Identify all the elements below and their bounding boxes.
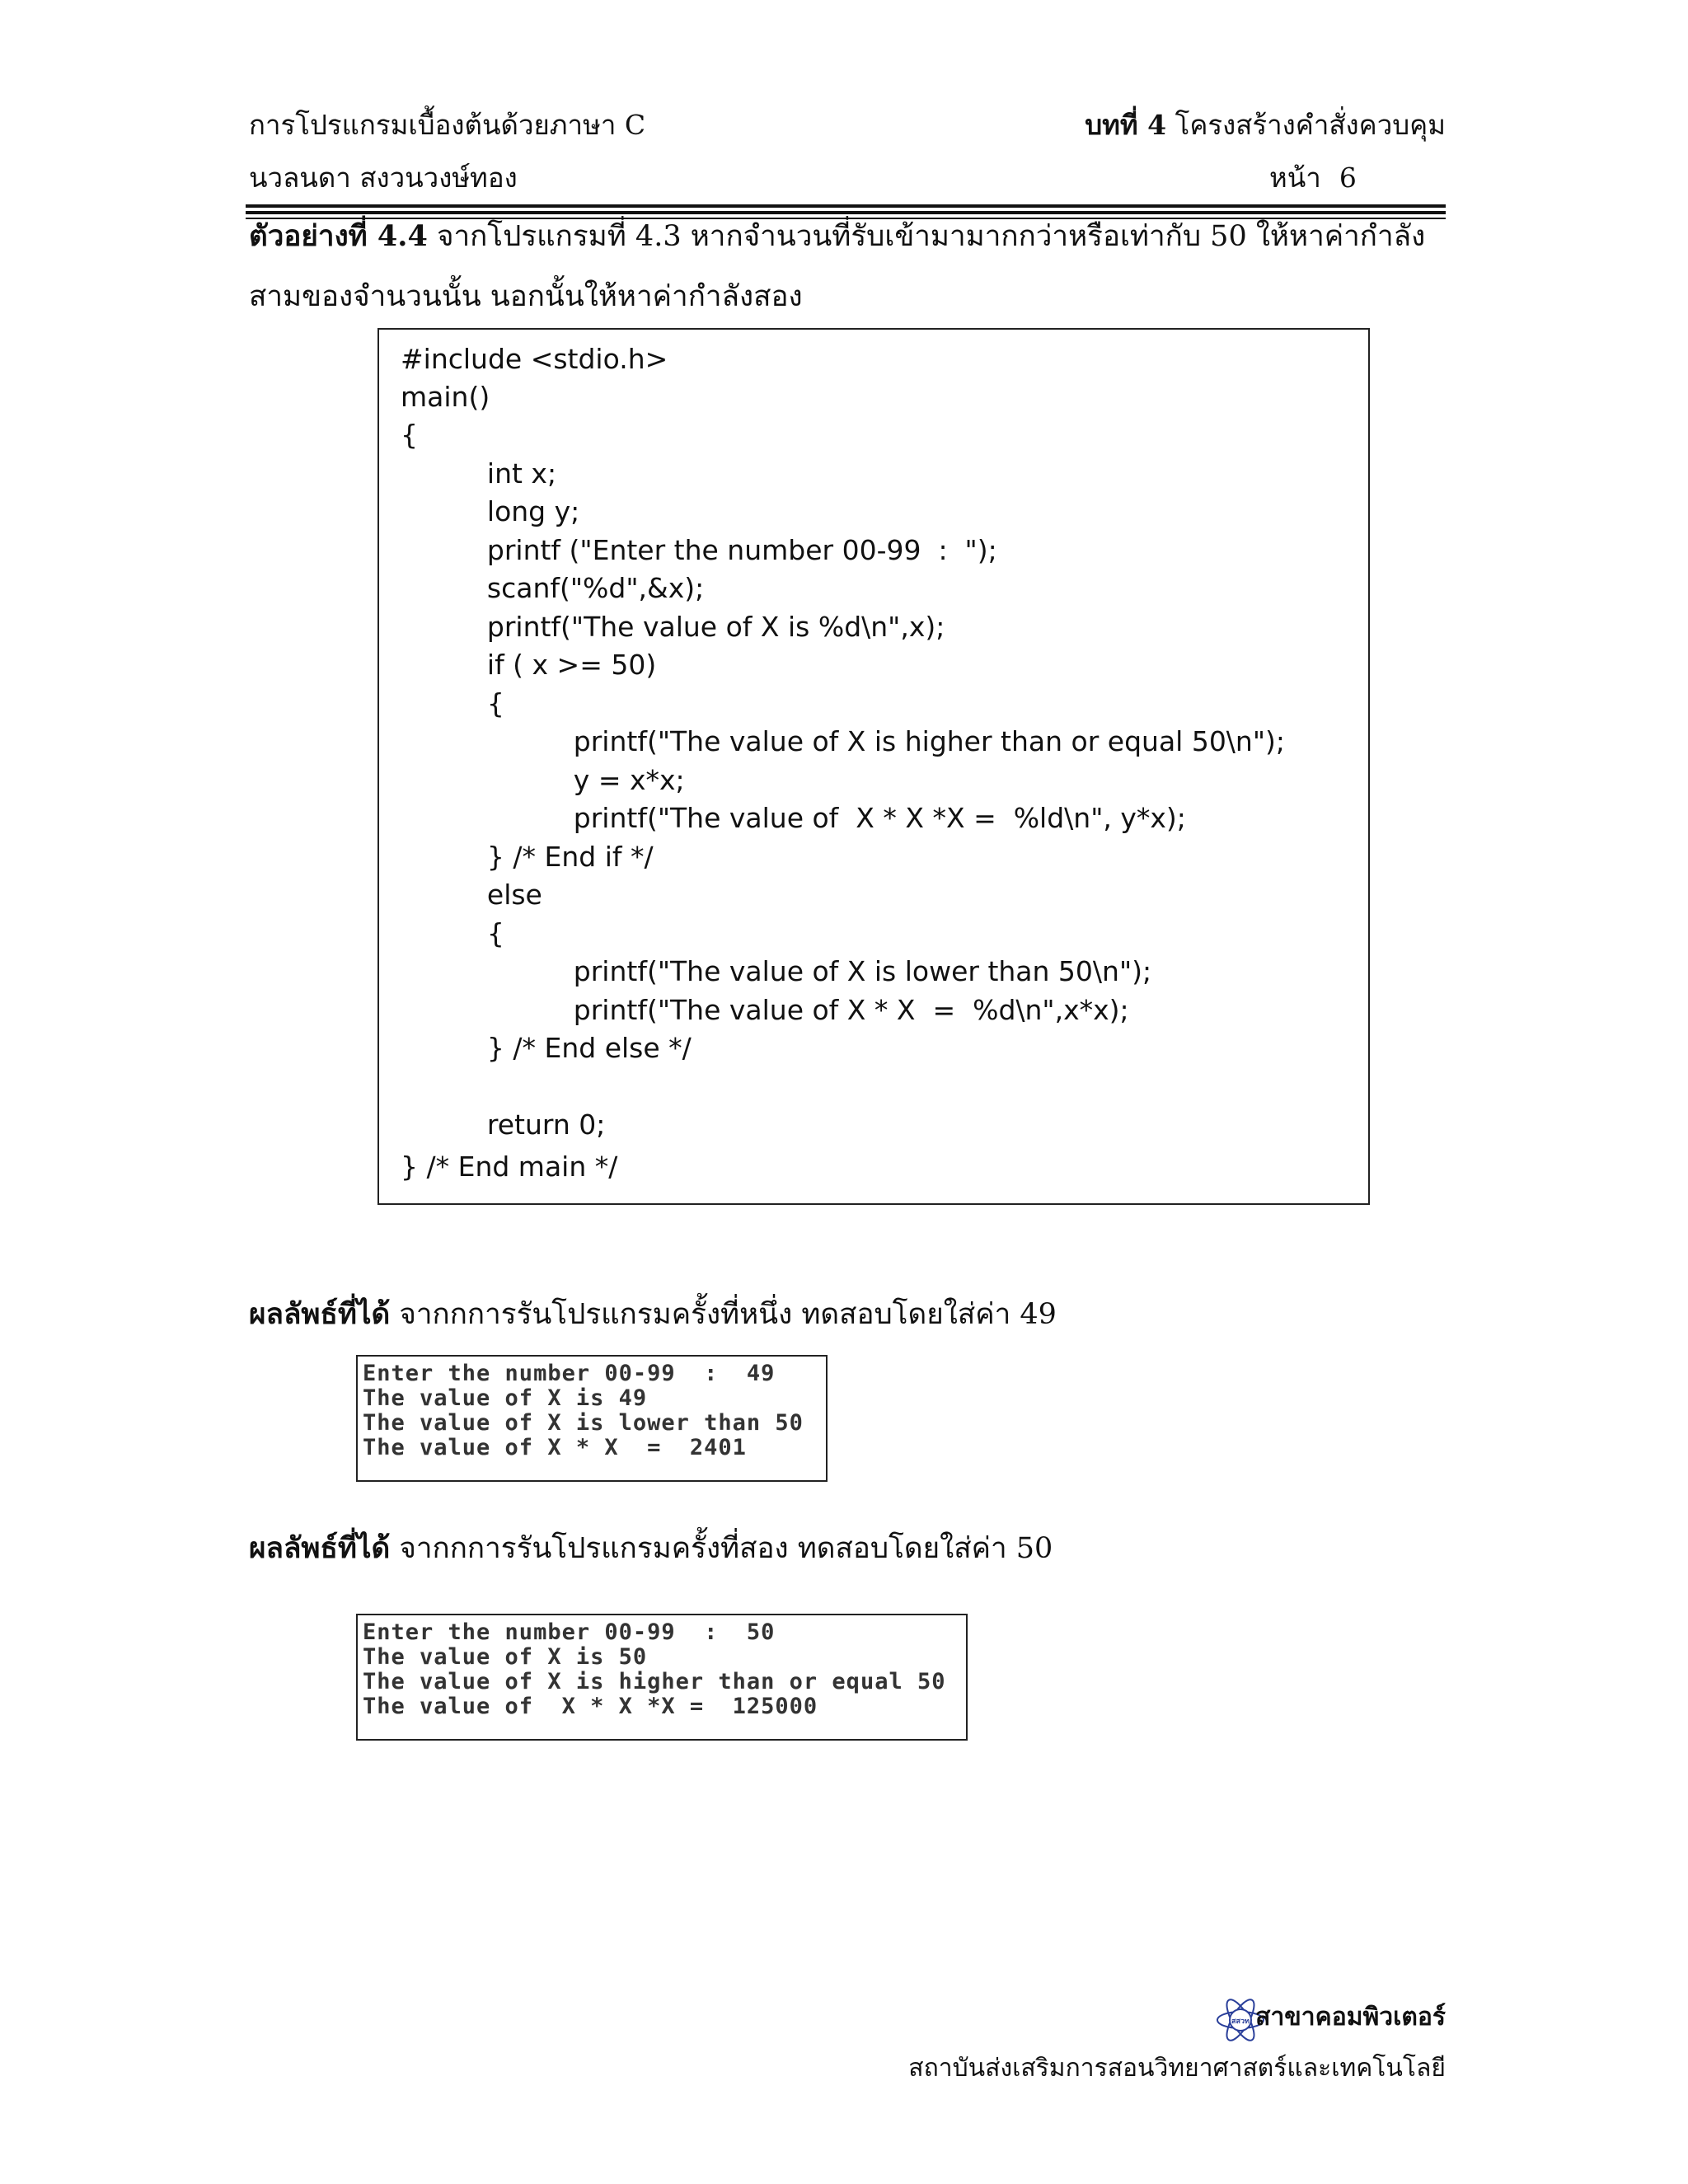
code-line: int x;	[401, 457, 557, 490]
code-line: printf("The value of X is lower than 50\n");	[401, 955, 1152, 987]
code-line: } /* End else */	[401, 1032, 692, 1064]
chapter-label: บทที่ 4	[1085, 109, 1167, 141]
chapter-title: โครงสร้างคำสั่งควบคุม	[1175, 109, 1446, 141]
code-line: printf("The value of X is %d\n",x);	[401, 611, 945, 643]
footer-institute: สถาบันส่งเสริมการสอนวิทยาศาสตร์และเทคโนโลยี	[908, 2054, 1446, 2083]
result-label: ผลลัพธ์ที่ได้	[249, 1531, 391, 1565]
console-output-2	[356, 1614, 968, 1741]
result-heading-2	[249, 1530, 1053, 1568]
console-line: Enter the number 00-99 : 50	[363, 1619, 776, 1645]
code-line: return 0;	[401, 1108, 606, 1141]
code-line: {	[401, 917, 504, 949]
logo-text: สสวท	[1231, 2018, 1250, 2026]
result-text: จากกการรันโปรแกรมครั้งที่สอง ทดสอบโดยใส่ค่า 50	[399, 1532, 1053, 1565]
code-line: printf("The value of X * X = %d\n",x*x);	[401, 994, 1129, 1026]
code-line: if ( x >= 50)	[401, 649, 657, 681]
console-line: The value of X * X = 2401	[363, 1435, 747, 1460]
code-line: y = x*x;	[401, 764, 685, 796]
book-title: การโปรแกรมเบื้องต้นด้วยภาษา C	[249, 109, 646, 141]
footer-department: สาขาคอมพิวเตอร์	[1255, 2003, 1446, 2032]
code-line: else	[401, 879, 542, 911]
example-intro	[249, 206, 1452, 327]
code-line: {	[401, 687, 504, 719]
example-text: จากโปรแกรมที่ 4.3 หากจำนวนที่รับเข้ามามากกว่าหรือเท่ากับ 50 ให้หาค่ากำลังสามของจำนวนนั้น นอกนั้นให้หาค่ากำลังสอง	[249, 220, 1426, 313]
code-line: } /* End if */	[401, 841, 654, 873]
page-number: 6	[1339, 162, 1357, 194]
code-listing	[377, 328, 1370, 1205]
page-indicator	[1269, 162, 1357, 194]
code-line: scanf("%d",&x);	[401, 572, 705, 604]
code-line: printf("The value of X * X *X = %ld\n", y*x);	[401, 802, 1186, 834]
code-line: printf("The value of X is higher than or equal 50\n");	[401, 725, 1286, 757]
code-line: main()	[401, 381, 490, 413]
console-line: The value of X * X *X = 125000	[363, 1694, 818, 1719]
code-line: long y;	[401, 495, 580, 527]
console-line: The value of X is 50	[363, 1644, 648, 1670]
example-label: ตัวอย่างที่ 4.4	[249, 219, 428, 253]
author-name: นวลนดา สงวนวงษ์ทอง	[249, 162, 518, 194]
console-line: The value of X is 49	[363, 1385, 648, 1411]
chapter-heading	[1085, 109, 1446, 142]
page-label: หน้า	[1269, 162, 1321, 194]
result-label: ผลลัพธ์ที่ได้	[249, 1297, 391, 1331]
result-heading-1	[249, 1296, 1057, 1333]
code-line: } /* End main */	[401, 1151, 618, 1183]
result-text: จากกการรันโปรแกรมครั้งที่หนึ่ง ทดสอบโดยใส่ค่า 49	[399, 1298, 1057, 1331]
console-output-1	[356, 1355, 828, 1482]
console-line: The value of X is higher than or equal 50	[363, 1669, 946, 1694]
console-line: Enter the number 00-99 : 49	[363, 1361, 776, 1386]
code-line: printf ("Enter the number 00-99 : ");	[401, 534, 997, 566]
code-line: #include <stdio.h>	[401, 343, 668, 375]
console-line: The value of X is lower than 50	[363, 1410, 804, 1436]
code-line: {	[401, 419, 418, 451]
